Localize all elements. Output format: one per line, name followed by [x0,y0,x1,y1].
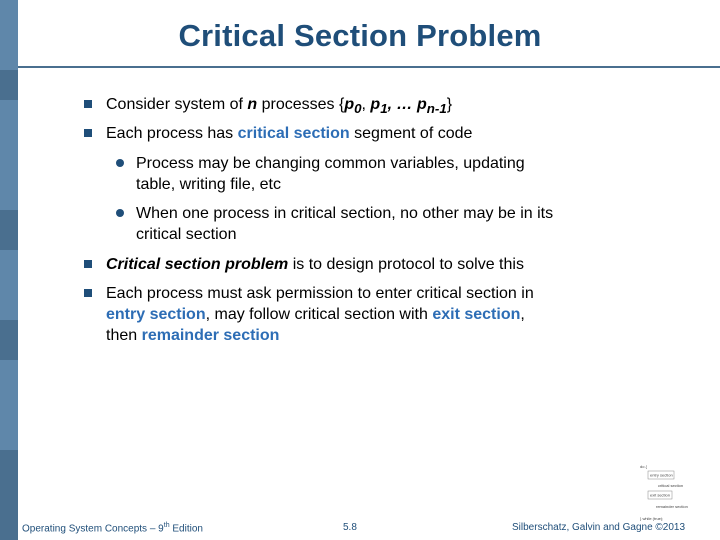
thumb-exit: exit section [650,492,671,498]
highlight-critical-section: critical section [237,125,350,142]
thumb-entry: entry section [650,472,673,478]
bullet-text [136,203,616,245]
bullet-text [106,123,646,144]
thumb-remainder: remainder section [656,504,688,509]
text-segment: } [446,96,453,113]
text-segment: Consider system of [106,96,248,113]
highlight-remainder-section: remainder section [141,327,280,344]
text-segment: Each process has [106,125,238,142]
bullet-text [136,153,616,195]
square-bullet-icon [84,129,92,137]
footer-page-number: 5.8 [343,522,357,533]
thumb-critical: critical section [658,483,684,488]
round-bullet-icon [116,209,124,217]
thumb-do: do { [640,464,647,469]
bullet-text [106,283,646,346]
text-segment: , [520,306,525,323]
var-p1: $p_1$ [370,96,388,117]
text-segment: segment of code [349,125,473,142]
text-segment: , [361,96,371,113]
footer-copyright: Silberschatz, Galvin and Gagne ©2013 [512,522,686,533]
var-n: n [247,96,258,113]
text-line: Each process must ask permission to enter critical section in [106,285,534,302]
footer-book-title: Operating System Concepts – 9th Edition [22,522,203,535]
square-bullet-icon [84,289,92,297]
code-structure-thumbnail [640,462,700,524]
square-bullet-icon [84,100,92,108]
round-bullet-icon [116,159,124,167]
text-segment: then [106,327,142,344]
text-segment: , … [387,96,417,113]
text-segment: is to design protocol to solve this [288,256,524,273]
var-p0: $p_0$ [344,96,362,117]
text-line: table, writing file, etc [136,176,281,193]
square-bullet-icon [84,260,92,268]
bullet-text [106,94,646,119]
highlight-exit-section: exit section [432,306,521,323]
text-segment: processes { [257,96,345,113]
bullet-text [106,254,646,275]
highlight-entry-section: entry section [106,306,206,323]
emphasis-problem: Critical section problem [106,256,289,273]
text-line: Process may be changing common variables, updating [136,155,525,172]
text-segment: , may follow critical section with [205,306,433,323]
text-line: critical section [136,226,237,243]
slide-title: Critical Section Problem [178,18,542,53]
var-pn: $p_{n-1}$ [416,96,447,117]
text-line: When one process in critical section, no other may be in its [136,205,554,222]
thumb-while: } while (true); [640,516,664,521]
